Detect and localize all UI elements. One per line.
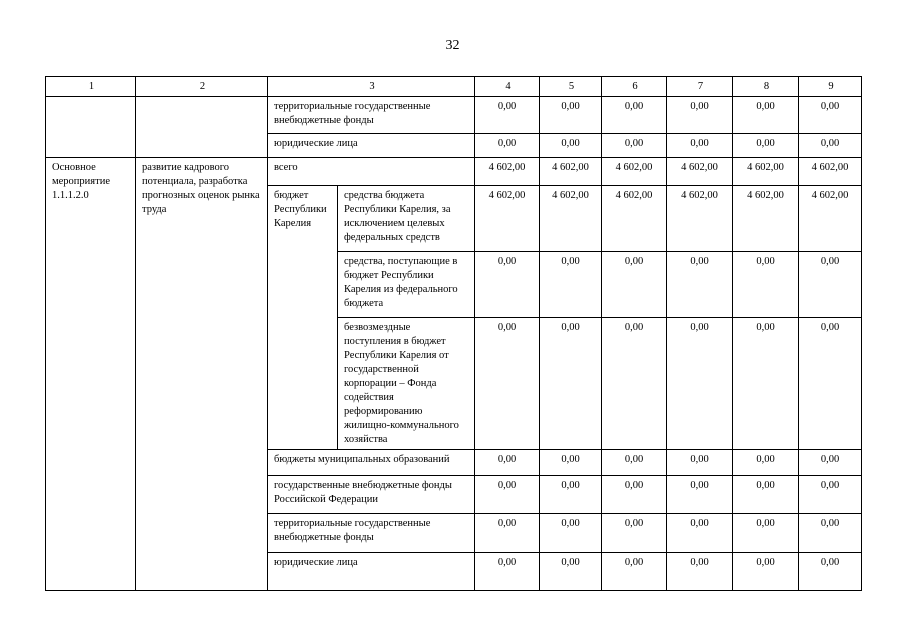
header-row (46, 77, 862, 97)
value-cell: 0,00 (475, 450, 540, 476)
header-cell: 6 (602, 77, 667, 97)
value-cell: 0,00 (667, 97, 733, 134)
value-cell: 0,00 (799, 553, 862, 591)
header-cell: 3 (268, 77, 475, 97)
value-cell: 0,00 (667, 553, 733, 591)
table-row (46, 158, 862, 186)
source-label: безвозмездные поступления в бюджет Республики Карелия от государственной корпорации – Фонда содействия реформированию жилищно-коммунального хозяйства (338, 318, 475, 450)
measure-description: развитие кадрового потенциала, разработка прогнозных оценок рынка труда (136, 158, 268, 591)
value-cell: 0,00 (602, 134, 667, 158)
value-cell: 0,00 (540, 553, 602, 591)
value-cell: 0,00 (540, 97, 602, 134)
source-label: средства, поступающие в бюджет Республики Карелия из федерального бюджета (338, 252, 475, 318)
value-cell: 0,00 (799, 252, 862, 318)
value-cell: 0,00 (667, 514, 733, 553)
value-cell: 4 602,00 (602, 186, 667, 252)
value-cell: 4 602,00 (602, 158, 667, 186)
budget-table (45, 76, 862, 591)
value-cell: 0,00 (540, 318, 602, 450)
value-cell: 4 602,00 (733, 186, 799, 252)
value-cell: 4 602,00 (667, 186, 733, 252)
value-cell: 4 602,00 (799, 158, 862, 186)
value-cell: 0,00 (540, 514, 602, 553)
header-cell: 1 (46, 77, 136, 97)
value-cell: 0,00 (799, 514, 862, 553)
source-label: территориальные государственные внебюджетные фонды (268, 97, 475, 134)
value-cell: 0,00 (667, 476, 733, 514)
value-cell: 0,00 (540, 450, 602, 476)
header-cell: 5 (540, 77, 602, 97)
measure-name: Основное мероприятие 1.1.1.2.0 (46, 158, 136, 591)
value-cell: 0,00 (602, 553, 667, 591)
value-cell: 0,00 (475, 318, 540, 450)
value-cell: 0,00 (733, 514, 799, 553)
value-cell: 0,00 (799, 318, 862, 450)
value-cell: 0,00 (475, 514, 540, 553)
value-cell: 4 602,00 (475, 186, 540, 252)
value-cell: 0,00 (475, 476, 540, 514)
value-cell: 4 602,00 (540, 158, 602, 186)
source-label: территориальные государственные внебюджетные фонды (268, 514, 475, 553)
header-cell: 4 (475, 77, 540, 97)
source-label: средства бюджета Республики Карелия, за исключением целевых федеральных средств (338, 186, 475, 252)
source-label: бюджеты муниципальных образований (268, 450, 475, 476)
value-cell: 0,00 (733, 252, 799, 318)
value-cell: 0,00 (733, 318, 799, 450)
value-cell: 0,00 (799, 450, 862, 476)
value-cell: 0,00 (602, 97, 667, 134)
value-cell: 0,00 (733, 97, 799, 134)
budget-label: бюджет Республики Карелия (268, 186, 338, 450)
value-cell: 0,00 (667, 318, 733, 450)
value-cell: 0,00 (602, 318, 667, 450)
value-cell: 0,00 (733, 476, 799, 514)
value-cell: 0,00 (799, 97, 862, 134)
value-cell: 0,00 (667, 450, 733, 476)
value-cell: 0,00 (733, 553, 799, 591)
value-cell: 0,00 (733, 450, 799, 476)
value-cell: 0,00 (540, 252, 602, 318)
value-cell: 0,00 (667, 134, 733, 158)
empty-cell (46, 97, 136, 158)
value-cell: 0,00 (667, 252, 733, 318)
table-row (46, 97, 862, 134)
header-cell: 9 (799, 77, 862, 97)
source-label: юридические лица (268, 553, 475, 591)
value-cell: 0,00 (475, 252, 540, 318)
value-cell: 4 602,00 (475, 158, 540, 186)
value-cell: 4 602,00 (540, 186, 602, 252)
value-cell: 0,00 (799, 476, 862, 514)
value-cell: 0,00 (540, 476, 602, 514)
value-cell: 0,00 (540, 134, 602, 158)
value-cell: 0,00 (799, 134, 862, 158)
header-cell: 8 (733, 77, 799, 97)
source-label: юридические лица (268, 134, 475, 158)
source-label: всего (268, 158, 475, 186)
value-cell: 0,00 (475, 134, 540, 158)
value-cell: 0,00 (475, 553, 540, 591)
header-cell: 7 (667, 77, 733, 97)
value-cell: 4 602,00 (799, 186, 862, 252)
source-label: государственные внебюджетные фонды Российской Федерации (268, 476, 475, 514)
empty-cell (136, 97, 268, 158)
value-cell: 0,00 (602, 514, 667, 553)
value-cell: 0,00 (602, 476, 667, 514)
value-cell: 4 602,00 (667, 158, 733, 186)
value-cell: 0,00 (733, 134, 799, 158)
page-number: 32 (445, 38, 460, 53)
value-cell: 0,00 (602, 252, 667, 318)
value-cell: 0,00 (602, 450, 667, 476)
header-cell: 2 (136, 77, 268, 97)
value-cell: 4 602,00 (733, 158, 799, 186)
value-cell: 0,00 (475, 97, 540, 134)
